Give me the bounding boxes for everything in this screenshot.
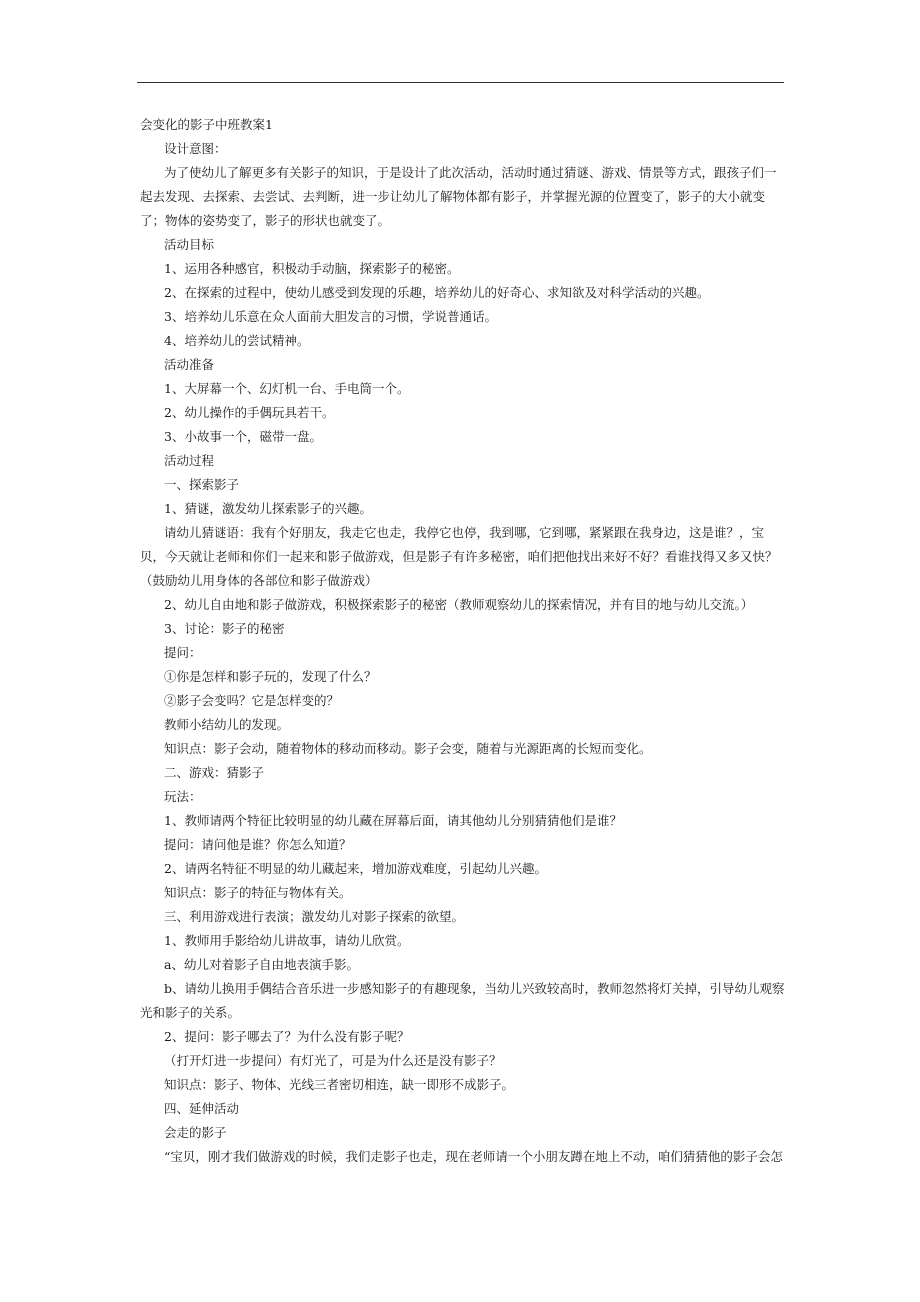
paragraph: 2、幼儿操作的手偶玩具若干。 <box>164 405 335 420</box>
header-rule <box>137 82 784 83</box>
section-heading: 活动目标 <box>164 237 215 252</box>
document-title: 会变化的影子中班教案1 <box>140 117 273 132</box>
paragraph: 2、提问：影子哪去了？为什么没有影子呢？ <box>164 1029 410 1044</box>
paragraph: 知识点：影子会动，随着物体的移动而移动。影子会变，随着与光源距离的长短而变化。 <box>164 741 652 756</box>
paragraph: a、幼儿对着影子自由地表演手影。 <box>164 957 359 972</box>
paragraph: ②影子会变吗？它是怎样变的？ <box>164 693 340 708</box>
paragraph: 会走的影子 <box>164 1125 227 1140</box>
paragraph: 玩法： <box>164 789 202 804</box>
paragraph: 3、小故事一个，磁带一盘。 <box>164 429 322 444</box>
paragraph: 教师小结幼儿的发现。 <box>164 717 290 732</box>
paragraph: 设计意图： <box>164 141 227 156</box>
paragraph: 知识点：影子、物体、光线三者密切相连，缺一即形不成影子。 <box>164 1077 515 1092</box>
paragraph: 请幼儿猜谜语：我有个好朋友，我走它也走，我停它也停，我到哪，它到哪，紧紧跟在我身边，这是谁？，宝贝，今天就让老师和你们一起来和影子做游戏，但是影子有许多秘密，咱们把他找出来好不好？看谁找得又多又快？（鼓励幼儿用身体的各部位和影子做游戏） <box>140 525 778 588</box>
paragraph: 1、大屏幕一个、幻灯机一台、手电筒一个。 <box>164 381 410 396</box>
paragraph: 1、教师请两个特征比较明显的幼儿藏在屏幕后面，请其他幼儿分别猜猜他们是谁？ <box>164 813 622 828</box>
document-body <box>140 113 785 1169</box>
section-heading: 活动过程 <box>164 453 215 468</box>
paragraph: 4、培养幼儿的尝试精神。 <box>164 333 310 348</box>
paragraph: 提问：请问他是谁？你怎么知道？ <box>164 837 352 852</box>
paragraph: 3、培养幼儿乐意在众人面前大胆发言的习惯，学说普通话。 <box>164 309 497 324</box>
paragraph: 1、猜谜，激发幼儿探索影子的兴趣。 <box>164 501 372 516</box>
paragraph: 3、讨论：影子的秘密 <box>164 621 285 636</box>
paragraph: 四、延伸活动 <box>164 1101 240 1116</box>
paragraph: 为了使幼儿了解更多有关影子的知识，于是设计了此次活动，活动时通过猜谜、游戏、情景等方式，跟孩子们一起去发现、去探索、去尝试、去判断，进一步让幼儿了解物体都有影子，并掌握光源的位置变了，影子的大小就变了；物体的姿势变了，影子的形状也就变了。 <box>140 165 777 228</box>
paragraph: “宝贝，刚才我们做游戏的时候，我们走影子也走，现在老师请一个小朋友蹲在地上不动，咱们猜猜他的影子会怎 <box>164 1149 783 1164</box>
paragraph: 2、在探索的过程中，使幼儿感受到发现的乐趣，培养幼儿的好奇心、求知欲及对科学活动的兴趣。 <box>164 285 710 300</box>
section-heading: 活动准备 <box>164 357 215 372</box>
paragraph: （打开灯进一步提问）有灯光了，可是为什么还是没有影子？ <box>164 1053 502 1068</box>
paragraph: b、请幼儿换用手偶结合音乐进一步感知影子的有趣现象，当幼儿兴致较高时，教师忽然将灯关掉，引导幼儿观察光和影子的关系。 <box>140 981 785 1020</box>
paragraph: 知识点：影子的特征与物体有关。 <box>164 885 352 900</box>
paragraph: ①你是怎样和影子玩的，发现了什么？ <box>164 669 377 684</box>
paragraph: 2、请两名特征不明显的幼儿藏起来，增加游戏难度，引起幼儿兴趣。 <box>164 861 547 876</box>
paragraph: 三、利用游戏进行表演；激发幼儿对影子探索的欲望。 <box>164 909 465 924</box>
paragraph: 提问： <box>164 645 202 660</box>
paragraph: 1、教师用手影给幼儿讲故事，请幼儿欣赏。 <box>164 933 410 948</box>
paragraph: 二、游戏：猜影子 <box>164 765 265 780</box>
paragraph: 2、幼儿自由地和影子做游戏，积极探索影子的秘密（教师观察幼儿的探索情况，并有目的地与幼儿交流。） <box>164 597 754 612</box>
paragraph: 一、探索影子 <box>164 477 240 492</box>
paragraph: 1、运用各种感官，积极动手动脑，探索影子的秘密。 <box>164 261 460 276</box>
